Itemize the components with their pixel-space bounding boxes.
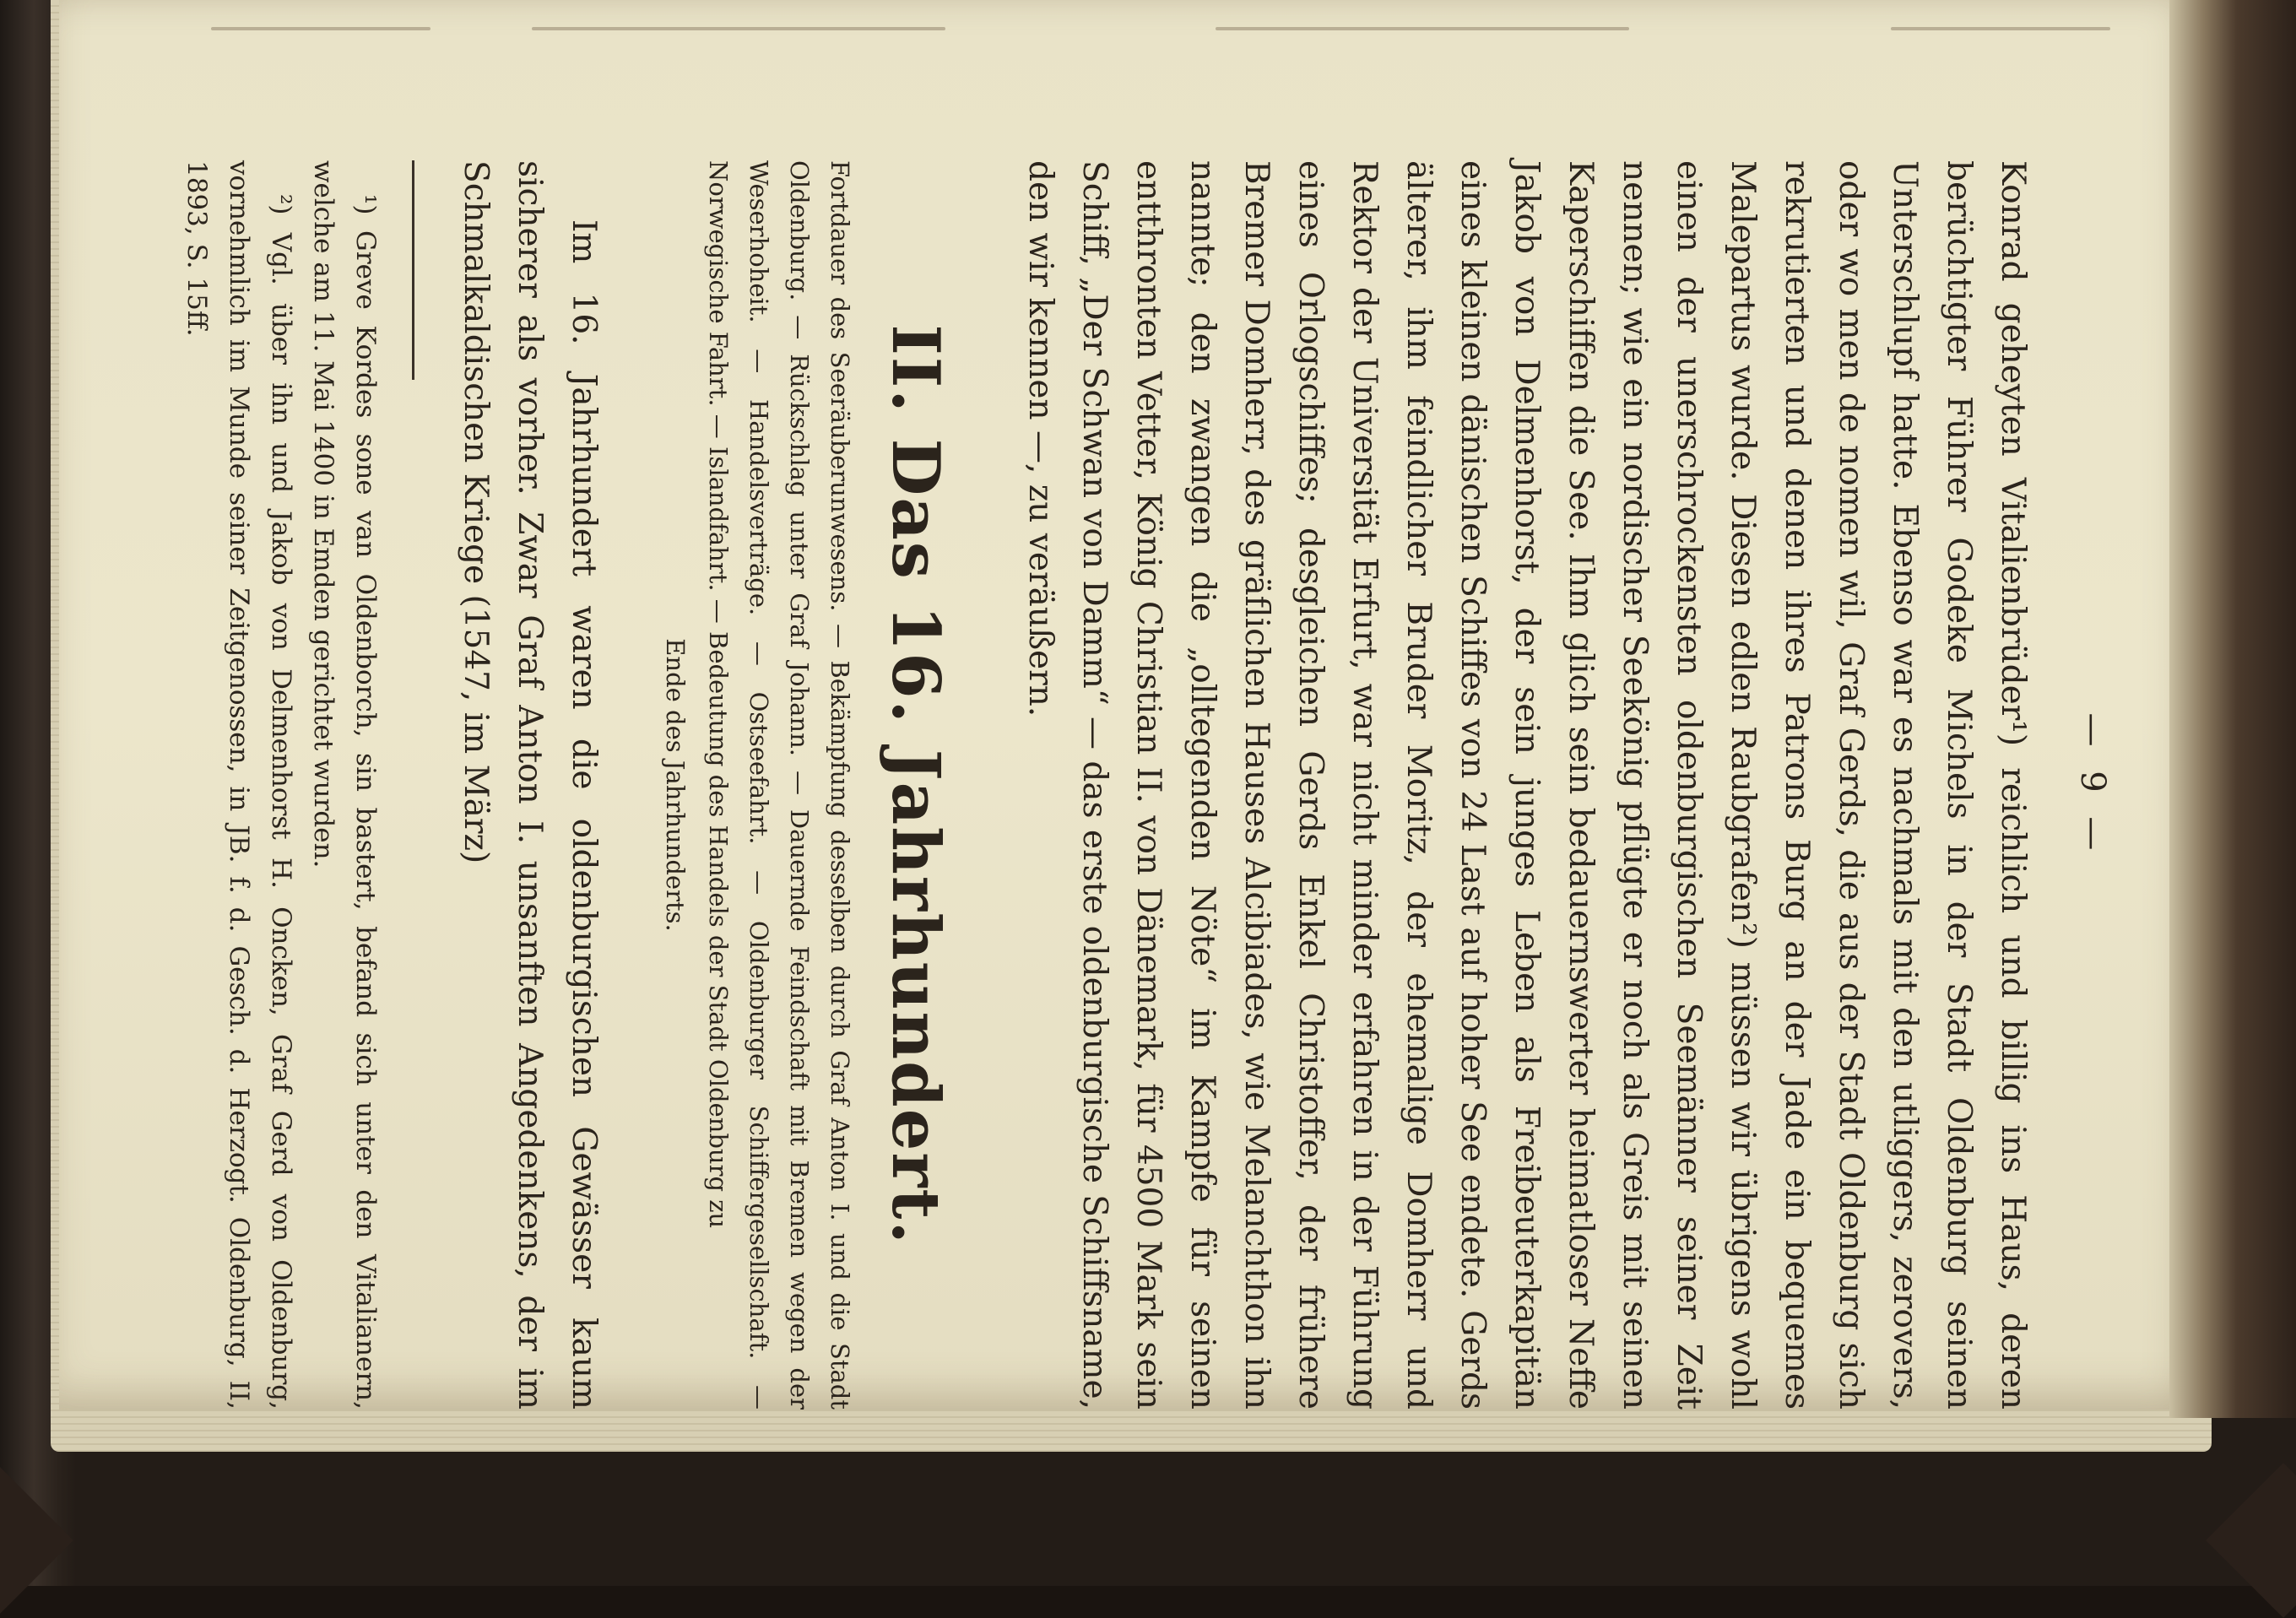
binding-thread — [532, 27, 945, 30]
footnote-1: ¹) Greve Kordes sone van Oldenborch, sin bastert, befand sich unter den Vitalianern, welche am 11. Mai 1400 in Emden gerichtet wurden. — [308, 160, 381, 1410]
body-paragraph: Konrad geheyten Vitalienbrüder¹) reichlich und billig ins Haus, deren berüchtigter Führer Godeke Michels in der Stadt Oldenburg seinen Unterschlupf hatte. Ebenso war es nachmals mit den utliggers, zerovers, oder wo men de nomen wil, Graf Gerds, die aus der Stadt Oldenburg sich rekrutierten und denen ihres Patrons Burg an der Jade ein bequemes Malepartus wurde. Diesen edlen Raubgrafen²) müssen wir übrigens wohl einen der unerschrockensten oldenburgischen Seemänner seiner Zeit nennen; wie ein nordischer Seekönig pflügte er noch als Greis mit seinen Kaperschiffen die See. Ihm glich sein bedauernswerter heimatloser Neffe Jakob von Delmenhorst, der sein junges Leben als Freibeuterkapitän eines kleinen dänischen Schiffes von 24 Last auf hoher See endete. Gerds älterer, ihm feindlicher Bruder Moritz, der ehemalige Domherr und Rektor der Universität Erfurt, war nicht minder erfahren in der Führung eines Orlogschiffes; desgleichen Gerds Enkel Christoffer, der frühere Bremer Domherr, des gräflichen Hauses Alcibiades, wie Melanchthon ihn nannte; den zwangen die „olltegenden Nöte“ im Kampfe für seinen entthronten Vetter, König Christian II. von Dänemark, für 4500 Mark sein Schiff, „Der Schwan von Damm“ — das erste oldenburgische Schiffsname, den wir kennen —, zu veräußern. — [1021, 160, 2032, 1410]
book-corner — [2206, 1463, 2296, 1618]
chapter-summary: Fortdauer des Seeräuberunwesens. — Bekämpfung desselben durch Graf Anton I. und die Stadt Oldenburg. — Rückschlag unter Graf Johann. — Dauernde Feindschaft mit Bremen wegen der Weserhoheit. — Handelsverträge. — Ostseefahrt. — Oldenburger Schiffergesellschaft. — Norwegische Fahrt. — Islandfahrt. — Bedeutung des Handels der Stadt Oldenburg zu — [704, 160, 854, 1410]
chapter-heading: II. Das 16. Jahrhundert. — [877, 324, 954, 1246]
binding-thread — [1216, 27, 1629, 30]
binding-thread — [211, 27, 430, 30]
binding-thread — [1891, 27, 2110, 30]
book-binding — [2169, 0, 2296, 1418]
book-corner — [0, 1463, 73, 1618]
footnote-2: ²) Vgl. über ihn und Jakob von Delmenhorst H. Oncken, Graf Gerd von Oldenburg, vornehmlich im Munde seiner Zeitgenossen, in JB. f. d. Gesch. d. Herzogt. Oldenburg, II, 1893, S. 15ff. — [181, 160, 296, 1410]
chapter-summary-end: Ende des Jahrhunderts. — [661, 638, 690, 932]
page-number: — 9 — — [2073, 712, 2112, 858]
second-paragraph: Im 16. Jahrhundert waren die oldenburgischen Gewässer kaum sicherer als vorher. Zwar Graf Anton I. unsanften Angedenkens, der im Schmalkaldischen Kriege (1547, im März) — [457, 160, 603, 1410]
page-text-block — [177, 160, 2119, 1410]
footnote-rule — [412, 160, 414, 380]
